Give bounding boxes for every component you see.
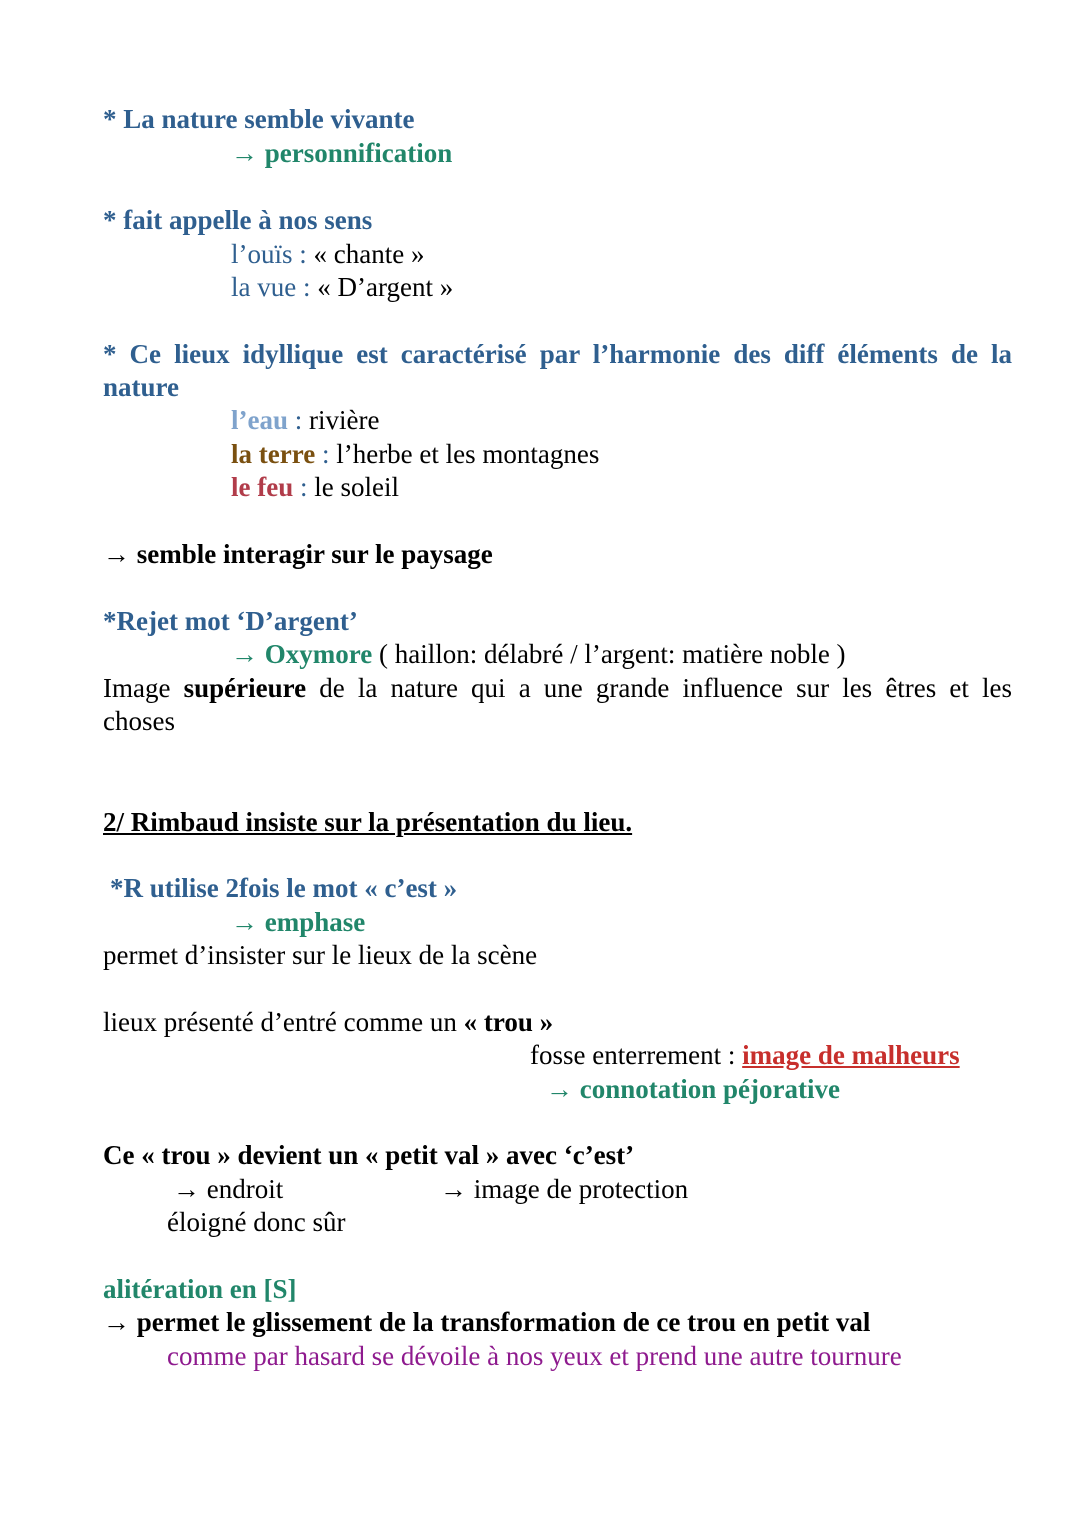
petit-val-line: Ce « trou » devient un « petit val » avec ‘c’est’ [103, 1140, 635, 1170]
image-bold: supérieure [183, 673, 307, 703]
interagir-arrow: → semble interagir sur le paysage [103, 539, 493, 569]
trou-before: lieux présenté d’entré comme un [103, 1007, 464, 1037]
terre-colon: : [315, 439, 330, 469]
element-terre [231, 438, 599, 472]
eau-value: rivière [309, 405, 380, 435]
terre-label: la terre [231, 439, 316, 469]
emphase-arrow: → emphase [231, 907, 366, 937]
feu-label: le feu [231, 472, 294, 502]
image-superieure-line2: choses [103, 706, 175, 736]
image-after: de la nature qui a une grande influence sur les êtres et les [319, 673, 1013, 703]
image-superieure-line1 [103, 672, 1012, 706]
vue-label: la vue : [231, 272, 311, 302]
fosse-line [530, 1039, 960, 1073]
vue-value: « D’argent » [317, 272, 454, 302]
ouie-label: l’ouïs : [231, 239, 307, 269]
harmonie-point-line2: nature [103, 372, 180, 402]
insister-line: permet d’insister sur le lieux de la scène [103, 940, 538, 970]
endroit-arrow: → endroit [173, 1174, 284, 1204]
eloigne-line: éloigné donc sûr [167, 1207, 346, 1237]
oxymore-label: → Oxymore [231, 639, 373, 669]
element-eau [231, 404, 379, 438]
vue-line [231, 271, 453, 305]
trou-line [103, 1006, 553, 1040]
trou-bold: « trou » [463, 1007, 554, 1037]
oxymore-detail: ( haillon: délabré / l’argent: matière noble ) [378, 639, 846, 669]
glissement-arrow: → permet le glissement de la transformation de ce trou en petit val [103, 1307, 871, 1337]
personnification-arrow: → personnification [231, 138, 453, 168]
feu-value: le soleil [314, 472, 399, 502]
element-feu [231, 471, 399, 505]
sens-point: * fait appelle à nos sens [103, 205, 373, 235]
section-heading: 2/ Rimbaud insiste sur la présentation du lieu. [103, 807, 633, 837]
fosse-label: fosse enterrement : [530, 1040, 736, 1070]
nature-vivante-point: * La nature semble vivante [103, 104, 415, 134]
image-before: Image [103, 673, 171, 703]
protection-arrow: → image de protection [440, 1174, 689, 1204]
ouie-value: « chante » [313, 239, 425, 269]
malheurs-text: image de malheurs [742, 1040, 960, 1070]
terre-value: l’herbe et les montagnes [336, 439, 600, 469]
connotation-arrow: → connotation péjorative [546, 1074, 840, 1104]
harmonie-point-line1: * Ce lieux idyllique est caractérisé par l’harmonie des diff éléments de la [103, 339, 1012, 369]
alliteration-label: alitération en [S] [103, 1274, 297, 1304]
eau-label: l’eau [231, 405, 288, 435]
cest-point: *R utilise 2fois le mot « c’est » [110, 873, 458, 903]
eau-colon: : [288, 405, 303, 435]
feu-colon: : [293, 472, 308, 502]
oxymore-line [231, 638, 846, 672]
ouie-line [231, 238, 424, 272]
hasard-line: comme par hasard se dévoile à nos yeux et prend une autre tournure [167, 1341, 902, 1371]
rejet-point: *Rejet mot ‘D’argent’ [103, 606, 358, 636]
